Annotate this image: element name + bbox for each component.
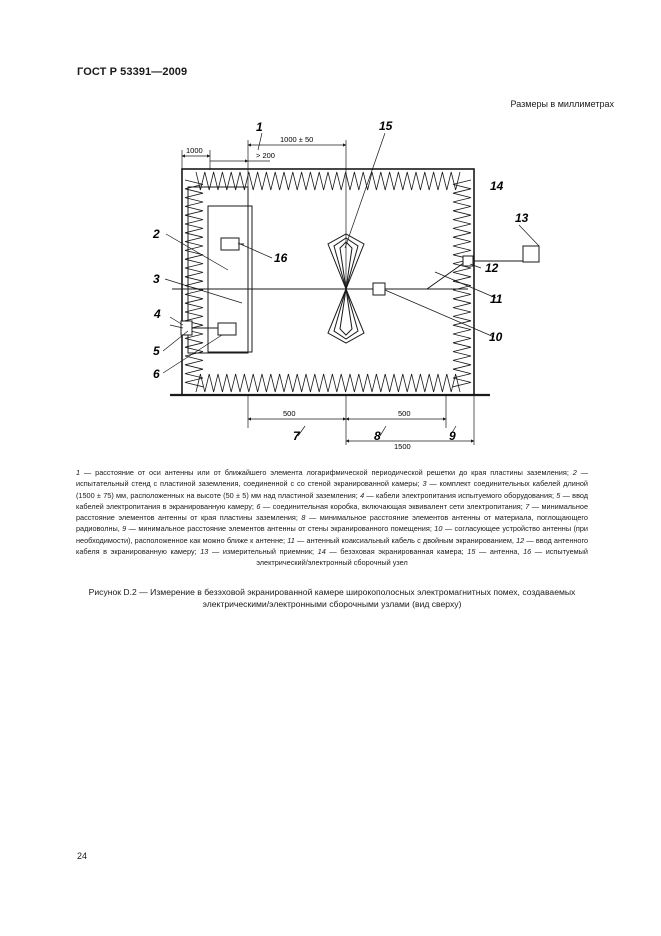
legend-item-text: — расстояние от оси антенны или от ближайшего элемента логарифмической периодической решетки до края пластины заземления; xyxy=(80,468,573,477)
legend-item-number: 4 xyxy=(360,490,365,500)
legend-item-text: — испытуемый электрический/электронный сборочный узел xyxy=(256,547,589,568)
legend-item-number: 8 xyxy=(301,513,306,523)
callout-11: 11 xyxy=(490,292,503,306)
coax-cable xyxy=(427,262,465,289)
legend-item-text: — минимальное расстояние элементов антенны от стены экранированного помещения; xyxy=(126,524,435,534)
units-note: Размеры в миллиметрах xyxy=(510,99,614,109)
legend-item-number: 5 xyxy=(556,490,561,500)
dut-box xyxy=(221,238,239,250)
legend-item-number: 13 xyxy=(200,547,209,557)
legend-item-number: 6 xyxy=(256,501,261,511)
legend-item-text: — антенный коаксиальный кабель с двойным экранированием, xyxy=(294,535,517,545)
callout-13: 13 xyxy=(515,211,529,225)
legend-item-number: 14 xyxy=(317,547,326,557)
legend-item xyxy=(122,524,434,533)
figure-d2-diagram xyxy=(0,0,661,460)
legend-item-text: — безэховая экранированная камера; xyxy=(325,547,468,557)
legend-item-text: — измерительный приемник; xyxy=(208,547,318,557)
legend-item-number: 2 xyxy=(572,468,577,477)
legend-item xyxy=(76,468,573,477)
figure-legend xyxy=(76,467,588,569)
figure-caption: Рисунок D.2 — Измерение в безэховой экранированной камере широкополосных электромагнитных помех, создаваемых электрическими/электронными сборочными узлами (вид сверху) xyxy=(88,587,576,609)
legend-item-number: 9 xyxy=(122,524,127,534)
legend-item xyxy=(287,536,516,545)
legend-item-text: — соединительная коробка, включающая эквивалент сети электропитания; xyxy=(260,501,526,511)
legend-item-number: 16 xyxy=(523,547,532,557)
legend-item-text: — испытательный стенд с пластиной заземления, соединенной с со стеной экранированной камеры; xyxy=(76,468,589,489)
callout-16: 16 xyxy=(274,251,288,265)
junction-box xyxy=(218,323,236,335)
callout-2: 2 xyxy=(153,227,160,241)
callout-7: 7 xyxy=(293,429,300,443)
callout-15: 15 xyxy=(379,119,393,133)
matching-device xyxy=(373,283,385,295)
callout-5: 5 xyxy=(153,344,160,358)
antenna xyxy=(328,140,364,343)
legend-item-number: 15 xyxy=(467,547,476,557)
legend-item-text: — минимальное расстояние элементов антенны от края пластины заземления; xyxy=(76,501,589,523)
callout-4: 4 xyxy=(154,307,161,321)
legend-item-text: — согласующее устройство антенны (при необходимости), расположенное как можно ближе к антенне; xyxy=(76,524,588,545)
legend-item xyxy=(467,547,523,556)
legend-item-number: 1 xyxy=(76,468,81,477)
page-header: ГОСТ Р 53391—2009 xyxy=(77,66,188,78)
leader-lines xyxy=(163,133,539,436)
legend-item xyxy=(200,547,317,556)
absorber-bottom xyxy=(196,374,460,392)
legend-item-text: — минимальное расстояние элементов антенны от материала, поглощающего радиоволны, xyxy=(76,513,588,534)
legend-item xyxy=(360,491,556,500)
legend-item-number: 3 xyxy=(422,479,427,489)
callout-12: 12 xyxy=(485,261,499,275)
receiver-box xyxy=(523,246,539,262)
legend-item-number: 12 xyxy=(516,535,525,545)
dim-500-left: 500 xyxy=(283,409,296,418)
callout-3: 3 xyxy=(153,272,160,286)
dim-500-right: 500 xyxy=(398,409,411,418)
anechoic-chamber xyxy=(170,169,490,395)
dim-1500: 1500 xyxy=(394,442,411,451)
legend-item-text: — ввод антенного кабеля в экранированную камеру; xyxy=(76,535,588,557)
page-number: 24 xyxy=(77,851,88,861)
legend-item-number: 7 xyxy=(525,501,530,511)
legend-item-text: — антенна, xyxy=(475,547,524,557)
legend-item-text: — ввод кабелей электропитания в экранированную камеру; xyxy=(76,490,589,511)
callout-9: 9 xyxy=(449,429,456,443)
dim-1000-50: 1000 ± 50 xyxy=(280,135,314,144)
callout-8: 8 xyxy=(374,429,381,443)
dim-gt200: > 200 xyxy=(256,151,275,160)
legend-item-number: 11 xyxy=(287,535,295,545)
legend-item-text: — комплект соединительных кабелей длиной (1500 ± 75) мм, расположенных на высоте (50 ± 5) мм над пластиной заземления; xyxy=(76,479,588,500)
callout-6: 6 xyxy=(153,367,160,381)
legend-item xyxy=(318,547,468,556)
callout-1: 1 xyxy=(256,120,263,134)
legend-item xyxy=(256,502,525,511)
legend-item-number: 10 xyxy=(434,524,443,534)
dim-1000: 1000 xyxy=(186,146,203,155)
callout-10: 10 xyxy=(489,330,503,344)
legend-item-text: — кабели электропитания испытуемого оборудования; xyxy=(364,490,557,500)
callout-14: 14 xyxy=(490,179,504,193)
